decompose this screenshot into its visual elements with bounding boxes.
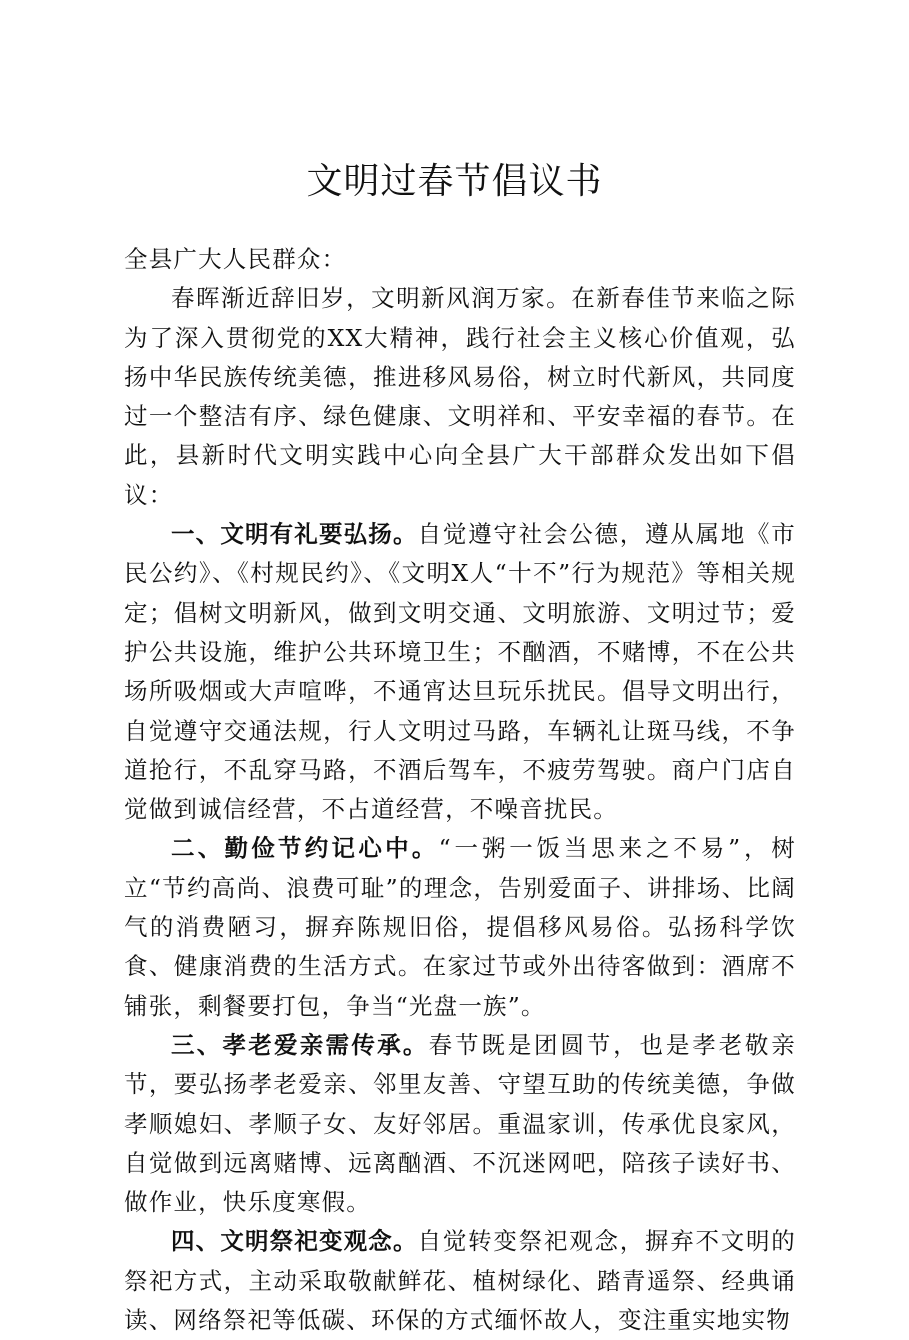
section-text: 自觉遵守社会公德，遵从属地《市民公约》、《村规民约》、《文明X人“十不”行为规范》等相关规定；倡树文明新风，做到文明交通、文明旅游、文明过节；爱护公共设施，维护公共环境卫生；不酗酒，不赌博，不在公共场所吸烟或大声喧哗，不通宵达旦玩乐扰民。倡导文明出行，自觉遵守交通法规，行人文明过马路，车辆礼让斑马线，不争道抢行，不乱穿马路，不酒后驾车，不疲劳驾驶。商户门店自觉做到诚信经营，不占道经营，不噪音扰民。 (124, 520, 796, 824)
section-heading: 四、文明祭祀变观念。 (171, 1227, 418, 1256)
document-body (124, 240, 796, 1340)
section-paragraph (124, 1026, 796, 1222)
section-heading: 一、文明有礼要弘扬。 (171, 520, 418, 549)
intro-paragraph: 春晖渐近辞旧岁，文明新风润万家。在新春佳节来临之际为了深入贯彻党的XX大精神，践行社会主义核心价值观，弘扬中华民族传统美德，推进移风易俗，树立时代新风，共同度过一个整洁有序、绿色健康、文明祥和、平安幸福的春节。在此，县新时代文明实践中心向全县广大干部群众发出如下倡议： (124, 284, 796, 509)
section-paragraph (124, 829, 796, 1025)
section-text: 自觉转变祭祀观念，摒弃不文明的祭祀方式，主动采取敬献鲜花、植树绿化、踏青遥祭、经典诵读、网络祭祀等低碳、环保的方式缅怀故人，变注重实地实物 (124, 1227, 796, 1335)
section-paragraph (124, 515, 796, 829)
section-paragraph (124, 1222, 796, 1340)
section-heading: 二、勤俭节约记心中。 (171, 834, 439, 863)
section-heading: 三、孝老爱亲需传承。 (171, 1030, 429, 1059)
section-text: “一粥一饭当思来之不易”，树立“节约高尚、浪费可耻”的理念，告别爱面子、讲排场、比阔气的消费陋习，摒弃陈规旧俗，提倡移风易俗。弘扬科学饮食、健康消费的生活方式。在家过节或外出待客做到：酒席不铺张，剩餐要打包，争当“光盘一族”。 (124, 834, 797, 1020)
section-text: 春节既是团圆节，也是孝老敬亲节，要弘扬孝老爱亲、邻里友善、守望互助的传统美德，争做孝顺媳妇、孝顺子女、友好邻居。重温家训，传承优良家风，自觉做到远离赌博、远离酗酒、不沉迷网吧，陪孩子读好书、做作业，快乐度寒假。 (124, 1030, 796, 1217)
document-title: 文明过春节倡议书 (306, 161, 603, 202)
salutation: 全县广大人民群众： (124, 245, 347, 273)
